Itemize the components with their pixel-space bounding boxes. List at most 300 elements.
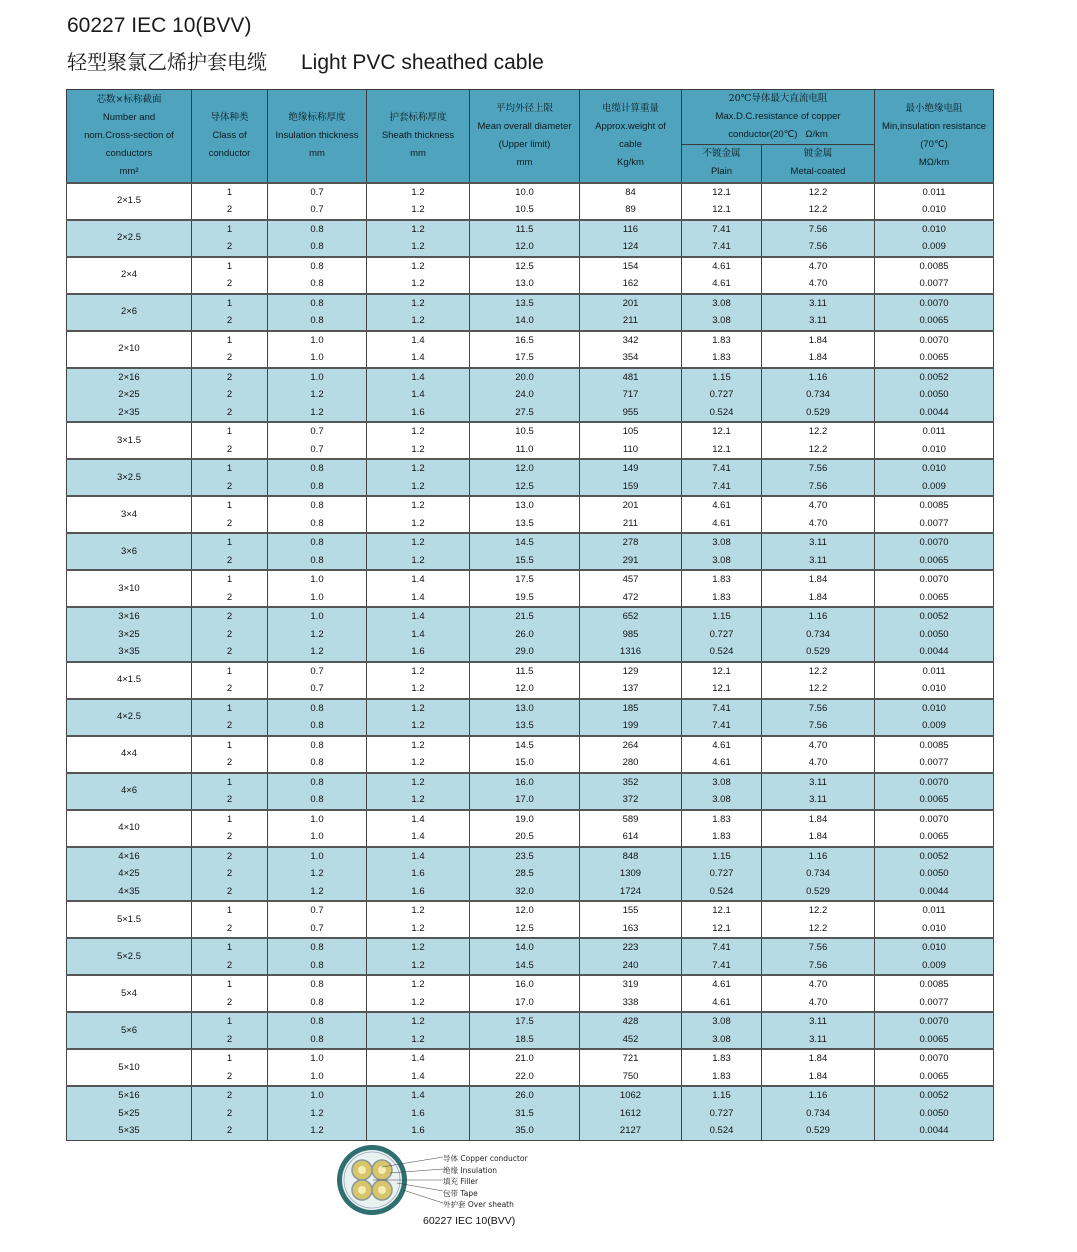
table-cell: 12.0 <box>470 680 580 699</box>
table-cell: 1.2 <box>367 699 470 718</box>
table-cell: 0.009 <box>875 717 994 736</box>
table-cell: 32.0 <box>470 883 580 902</box>
table-cell: 2×25 <box>67 386 192 404</box>
table-cell: 1.4 <box>367 368 470 387</box>
table-cell: 12.1 <box>682 662 762 681</box>
table-row-group <box>67 1012 994 1049</box>
table-cell: 1.0 <box>268 368 367 387</box>
table-cell: 0.0050 <box>875 626 994 644</box>
table-cell: 7.56 <box>762 459 875 478</box>
table-row <box>67 478 994 497</box>
table-cell: 291 <box>580 552 682 571</box>
table-cell: 7.56 <box>762 478 875 497</box>
table-cell: 1 <box>192 459 268 478</box>
table-row-group <box>67 1049 994 1086</box>
table-cell: 0.011 <box>875 901 994 920</box>
size-cell: 3×2.5 <box>67 459 192 496</box>
size-cell: 2×2.5 <box>67 220 192 257</box>
table-cell: 0.8 <box>268 754 367 773</box>
table-cell: 13.0 <box>470 496 580 515</box>
table-cell: 2 <box>192 607 268 626</box>
size-cell: 5×4 <box>67 975 192 1012</box>
table-row <box>67 238 994 257</box>
table-cell: 0.8 <box>268 736 367 755</box>
table-cell: 1.4 <box>367 847 470 866</box>
table-cell: 1.2 <box>367 957 470 976</box>
table-cell: 3.11 <box>762 552 875 571</box>
table-row-group <box>67 459 994 496</box>
table-cell: 1.2 <box>367 1012 470 1031</box>
spec-table <box>66 89 994 1141</box>
table-cell: 116 <box>580 220 682 239</box>
table-cell: 1.2 <box>367 183 470 202</box>
table-cell: 5×16 <box>67 1086 192 1105</box>
table-cell: 155 <box>580 901 682 920</box>
table-cell: 652 <box>580 607 682 626</box>
size-cell: 5×1.5 <box>67 901 192 938</box>
table-cell: 7.41 <box>682 717 762 736</box>
table-cell: 12.1 <box>682 680 762 699</box>
table-cell: 1.2 <box>367 994 470 1013</box>
table-cell: 16.0 <box>470 975 580 994</box>
table-row <box>67 920 994 939</box>
table-cell: 1.0 <box>268 810 367 829</box>
table-cell: 2 <box>192 349 268 368</box>
table-cell: 0.0070 <box>875 294 994 313</box>
table-cell: 7.56 <box>762 699 875 718</box>
table-cell: 1.2 <box>367 552 470 571</box>
table-row-group <box>67 533 994 570</box>
table-cell: 0.0070 <box>875 1012 994 1031</box>
table-cell: 1.4 <box>367 570 470 589</box>
table-cell: 1.84 <box>762 1068 875 1087</box>
table-cell: 3.08 <box>682 791 762 810</box>
table-cell: 21.5 <box>470 607 580 626</box>
table-cell: 201 <box>580 294 682 313</box>
table-cell: 3×25 <box>67 626 192 644</box>
table-cell: 1.6 <box>367 404 470 423</box>
header-insulation-resistance: 最小绝缘电阻 Min,insulation resistance (70℃) MΩ/km <box>875 90 994 183</box>
table-cell: 1.16 <box>762 368 875 387</box>
table-cell: 1.4 <box>367 626 470 644</box>
table-cell: 1.2 <box>367 496 470 515</box>
table-cell: 16.0 <box>470 773 580 792</box>
table-cell: 1.4 <box>367 331 470 350</box>
table-cell: 1.0 <box>268 1086 367 1105</box>
table-cell: 1.15 <box>682 607 762 626</box>
table-row-group <box>67 570 994 607</box>
table-row <box>67 552 994 571</box>
table-cell: 1 <box>192 662 268 681</box>
table-row <box>67 1012 994 1031</box>
table-cell: 3.08 <box>682 533 762 552</box>
table-cell: 1.83 <box>682 349 762 368</box>
table-cell: 4.70 <box>762 275 875 294</box>
table-cell: 0.0070 <box>875 1049 994 1068</box>
table-cell: 18.5 <box>470 1031 580 1050</box>
table-cell: 3.08 <box>682 1012 762 1031</box>
table-cell: 1.4 <box>367 810 470 829</box>
table-row-group <box>67 496 994 533</box>
table-row <box>67 570 994 589</box>
header-plain: 不镀金属 Plain <box>682 145 762 183</box>
table-cell: 0.8 <box>268 975 367 994</box>
table-row <box>67 589 994 608</box>
size-cell: 5×2.5 <box>67 938 192 975</box>
table-cell: 0.0065 <box>875 828 994 847</box>
table-cell: 20.5 <box>470 828 580 847</box>
table-cell: 137 <box>580 680 682 699</box>
table-cell: 7.56 <box>762 957 875 976</box>
table-cell: 24.0 <box>470 386 580 404</box>
table-cell: 1 <box>192 220 268 239</box>
table-cell: 1 <box>192 736 268 755</box>
table-row <box>67 183 994 202</box>
table-row-group <box>67 736 994 773</box>
table-cell: 3.11 <box>762 1031 875 1050</box>
diagram-label-insulation: 绝缘 Insulation <box>443 1166 498 1175</box>
table-cell: 3.08 <box>682 294 762 313</box>
table-cell: 1.15 <box>682 1086 762 1105</box>
table-row <box>67 201 994 220</box>
table-cell: 28.5 <box>470 865 580 883</box>
table-cell: 1.0 <box>268 570 367 589</box>
table-cell: 16.5 <box>470 331 580 350</box>
table-cell: 1.2 <box>367 441 470 460</box>
diagram-label-tape: 包带 Tape <box>443 1189 478 1198</box>
table-cell: 1.2 <box>367 201 470 220</box>
table-row-group <box>67 1086 994 1140</box>
table-cell: 2 <box>192 1068 268 1087</box>
table-cell: 1.0 <box>268 607 367 626</box>
table-row <box>67 368 994 387</box>
table-cell: 1062 <box>580 1086 682 1105</box>
table-row <box>67 994 994 1013</box>
table-cell: 0.0070 <box>875 810 994 829</box>
table-cell: 211 <box>580 312 682 331</box>
table-cell: 0.0065 <box>875 1068 994 1087</box>
table-cell: 10.5 <box>470 422 580 441</box>
table-cell: 12.1 <box>682 920 762 939</box>
table-cell: 1 <box>192 570 268 589</box>
table-cell: 154 <box>580 257 682 276</box>
table-cell: 0.0070 <box>875 570 994 589</box>
table-cell: 3.08 <box>682 552 762 571</box>
table-cell: 1.2 <box>367 459 470 478</box>
table-cell: 0.8 <box>268 773 367 792</box>
table-cell: 1724 <box>580 883 682 902</box>
table-cell: 4.70 <box>762 754 875 773</box>
table-cell: 124 <box>580 238 682 257</box>
table-cell: 1.2 <box>367 294 470 313</box>
table-cell: 0.009 <box>875 238 994 257</box>
table-cell: 4.70 <box>762 257 875 276</box>
table-cell: 4.70 <box>762 994 875 1013</box>
table-row <box>67 810 994 829</box>
table-cell: 0.010 <box>875 920 994 939</box>
table-cell: 31.5 <box>470 1105 580 1123</box>
table-cell: 2 <box>192 920 268 939</box>
table-cell: 1.0 <box>268 589 367 608</box>
header-diameter: 平均外径上限 Mean overall diameter (Upper limit) mm <box>470 90 580 183</box>
table-cell: 201 <box>580 496 682 515</box>
product-title-cn: 轻型聚氯乙烯护套电缆 <box>67 50 267 74</box>
table-cell: 1 <box>192 331 268 350</box>
table-cell: 5×35 <box>67 1122 192 1140</box>
table-cell: 1.2 <box>367 662 470 681</box>
table-row <box>67 496 994 515</box>
table-cell: 1.2 <box>367 736 470 755</box>
table-cell: 0.010 <box>875 459 994 478</box>
table-cell: 2 <box>192 957 268 976</box>
table-cell: 0.0052 <box>875 1086 994 1105</box>
table-cell: 2 <box>192 275 268 294</box>
table-row <box>67 349 994 368</box>
diagram-label-filler: 填充 Filler <box>443 1177 479 1186</box>
size-cell: 3×6 <box>67 533 192 570</box>
table-row <box>67 607 994 626</box>
table-row-group <box>67 607 994 662</box>
table-row <box>67 1049 994 1068</box>
table-cell: 0.8 <box>268 275 367 294</box>
table-cell: 0.524 <box>682 883 762 902</box>
table-row <box>67 736 994 755</box>
table-cell: 0.010 <box>875 938 994 957</box>
table-row-group <box>67 901 994 938</box>
size-cell: 3×1.5 <box>67 422 192 459</box>
table-cell: 1 <box>192 533 268 552</box>
table-cell: 0.524 <box>682 404 762 423</box>
table-cell: 15.5 <box>470 552 580 571</box>
table-cell: 1.83 <box>682 570 762 589</box>
table-cell: 1.2 <box>367 238 470 257</box>
table-cell: 750 <box>580 1068 682 1087</box>
table-cell: 22.0 <box>470 1068 580 1087</box>
table-row-group <box>67 257 994 294</box>
table-cell: 13.5 <box>470 294 580 313</box>
table-cell: 717 <box>580 386 682 404</box>
table-row <box>67 220 994 239</box>
table-cell: 1316 <box>580 643 682 662</box>
table-cell: 0.0065 <box>875 349 994 368</box>
table-cell: 0.8 <box>268 459 367 478</box>
table-cell: 0.010 <box>875 680 994 699</box>
table-cell: 84 <box>580 183 682 202</box>
table-cell: 0.0077 <box>875 754 994 773</box>
table-cell: 0.0065 <box>875 312 994 331</box>
table-cell: 1.0 <box>268 847 367 866</box>
header-weight: 电缆计算重量 Approx.weight of cable Kg/km <box>580 90 682 183</box>
table-cell: 2 <box>192 552 268 571</box>
table-cell: 0.7 <box>268 901 367 920</box>
table-row <box>67 847 994 866</box>
table-cell: 3×35 <box>67 643 192 662</box>
table-cell: 11.5 <box>470 220 580 239</box>
table-cell: 14.5 <box>470 736 580 755</box>
header-cores: 芯数×标称截面 Number and nom.Cross-section of conductors mm² <box>67 90 192 183</box>
table-cell: 0.0044 <box>875 1122 994 1140</box>
table-cell: 4.61 <box>682 975 762 994</box>
table-cell: 12.2 <box>762 201 875 220</box>
table-cell: 428 <box>580 1012 682 1031</box>
table-cell: 1.15 <box>682 368 762 387</box>
table-cell: 2 <box>192 368 268 387</box>
table-cell: 2 <box>192 847 268 866</box>
table-row <box>67 975 994 994</box>
table-cell: 4×25 <box>67 865 192 883</box>
table-cell: 1.2 <box>367 257 470 276</box>
table-cell: 0.8 <box>268 938 367 957</box>
table-cell: 0.734 <box>762 386 875 404</box>
table-cell: 0.0065 <box>875 552 994 571</box>
table-cell: 0.8 <box>268 220 367 239</box>
table-cell: 1 <box>192 810 268 829</box>
table-cell: 2127 <box>580 1122 682 1140</box>
table-row <box>67 1068 994 1087</box>
table-row <box>67 938 994 957</box>
table-cell: 848 <box>580 847 682 866</box>
table-cell: 589 <box>580 810 682 829</box>
table-row <box>67 773 994 792</box>
table-cell: 0.0044 <box>875 643 994 662</box>
table-row-group <box>67 975 994 1012</box>
table-cell: 7.41 <box>682 938 762 957</box>
table-cell: 7.41 <box>682 220 762 239</box>
table-cell: 13.5 <box>470 515 580 534</box>
table-cell: 1.2 <box>367 791 470 810</box>
table-cell: 1.2 <box>268 1122 367 1140</box>
table-cell: 1.4 <box>367 828 470 847</box>
table-cell: 1.4 <box>367 1086 470 1105</box>
table-cell: 0.7 <box>268 422 367 441</box>
header-sheath: 护套标称厚度 Sheath thickness mm <box>367 90 470 183</box>
table-cell: 13.5 <box>470 717 580 736</box>
table-cell: 0.0050 <box>875 1105 994 1123</box>
model-title: 60227 IEC 10(BVV) <box>67 14 252 37</box>
table-cell: 12.0 <box>470 238 580 257</box>
table-cell: 20.0 <box>470 368 580 387</box>
table-cell: 17.5 <box>470 570 580 589</box>
table-cell: 1 <box>192 183 268 202</box>
table-row <box>67 294 994 313</box>
table-row-group <box>67 938 994 975</box>
table-cell: 14.0 <box>470 938 580 957</box>
table-cell: 1 <box>192 257 268 276</box>
table-cell: 3.11 <box>762 312 875 331</box>
table-cell: 4.61 <box>682 754 762 773</box>
table-cell: 0.727 <box>682 1105 762 1123</box>
table-cell: 1.2 <box>268 404 367 423</box>
table-cell: 0.011 <box>875 662 994 681</box>
table-row <box>67 957 994 976</box>
table-cell: 1.83 <box>682 1068 762 1087</box>
table-cell: 354 <box>580 349 682 368</box>
table-cell: 0.8 <box>268 699 367 718</box>
table-row <box>67 626 994 644</box>
table-cell: 0.734 <box>762 1105 875 1123</box>
table-cell: 3.11 <box>762 1012 875 1031</box>
table-cell: 352 <box>580 773 682 792</box>
table-cell: 17.5 <box>470 1012 580 1031</box>
table-cell: 0.0052 <box>875 368 994 387</box>
table-cell: 2 <box>192 1031 268 1050</box>
table-cell: 1.2 <box>268 386 367 404</box>
table-cell: 1 <box>192 496 268 515</box>
table-cell: 19.0 <box>470 810 580 829</box>
table-cell: 1.83 <box>682 589 762 608</box>
table-cell: 2 <box>192 828 268 847</box>
table-cell: 0.011 <box>875 422 994 441</box>
table-cell: 0.8 <box>268 312 367 331</box>
table-cell: 2 <box>192 312 268 331</box>
table-cell: 1.0 <box>268 1068 367 1087</box>
cable-cross-section-icon <box>335 1143 445 1218</box>
table-row <box>67 754 994 773</box>
table-cell: 3.11 <box>762 791 875 810</box>
table-cell: 0.7 <box>268 920 367 939</box>
table-cell: 0.0085 <box>875 496 994 515</box>
table-cell: 1 <box>192 699 268 718</box>
table-cell: 0.0070 <box>875 533 994 552</box>
table-cell: 0.8 <box>268 717 367 736</box>
table-cell: 12.5 <box>470 257 580 276</box>
product-title-en: Light PVC sheathed cable <box>301 51 544 74</box>
table-cell: 14.5 <box>470 533 580 552</box>
table-cell: 105 <box>580 422 682 441</box>
table-cell: 0.0065 <box>875 589 994 608</box>
table-row <box>67 865 994 883</box>
table-cell: 1.15 <box>682 847 762 866</box>
table-cell: 12.5 <box>470 920 580 939</box>
table-cell: 1 <box>192 975 268 994</box>
table-cell: 1.83 <box>682 1049 762 1068</box>
size-cell: 4×2.5 <box>67 699 192 736</box>
table-cell: 1.2 <box>367 938 470 957</box>
table-cell: 0.010 <box>875 699 994 718</box>
table-cell: 1.6 <box>367 643 470 662</box>
table-cell: 2×35 <box>67 404 192 423</box>
table-row <box>67 257 994 276</box>
table-row <box>67 386 994 404</box>
table-cell: 2 <box>192 404 268 423</box>
table-cell: 0.0085 <box>875 736 994 755</box>
table-cell: 2 <box>192 441 268 460</box>
table-cell: 2×16 <box>67 368 192 387</box>
cable-cross-section-diagram <box>335 1143 555 1238</box>
size-cell: 4×6 <box>67 773 192 810</box>
size-cell: 3×4 <box>67 496 192 533</box>
size-cell: 5×6 <box>67 1012 192 1049</box>
table-cell: 2 <box>192 717 268 736</box>
diagram-label-over-sheath: 外护套 Over sheath <box>443 1200 514 1209</box>
table-row <box>67 828 994 847</box>
table-cell: 1.0 <box>268 828 367 847</box>
table-cell: 0.0077 <box>875 994 994 1013</box>
table-row-group <box>67 220 994 257</box>
table-cell: 89 <box>580 201 682 220</box>
size-cell: 2×4 <box>67 257 192 294</box>
table-cell: 1.2 <box>268 883 367 902</box>
table-cell: 0.0085 <box>875 975 994 994</box>
table-cell: 1.0 <box>268 1049 367 1068</box>
table-cell: 0.734 <box>762 626 875 644</box>
table-cell: 0.8 <box>268 994 367 1013</box>
table-cell: 481 <box>580 368 682 387</box>
diagram-caption: 60227 IEC 10(BVV) <box>423 1215 516 1227</box>
table-cell: 26.0 <box>470 1086 580 1105</box>
table-row <box>67 404 994 423</box>
table-cell: 319 <box>580 975 682 994</box>
